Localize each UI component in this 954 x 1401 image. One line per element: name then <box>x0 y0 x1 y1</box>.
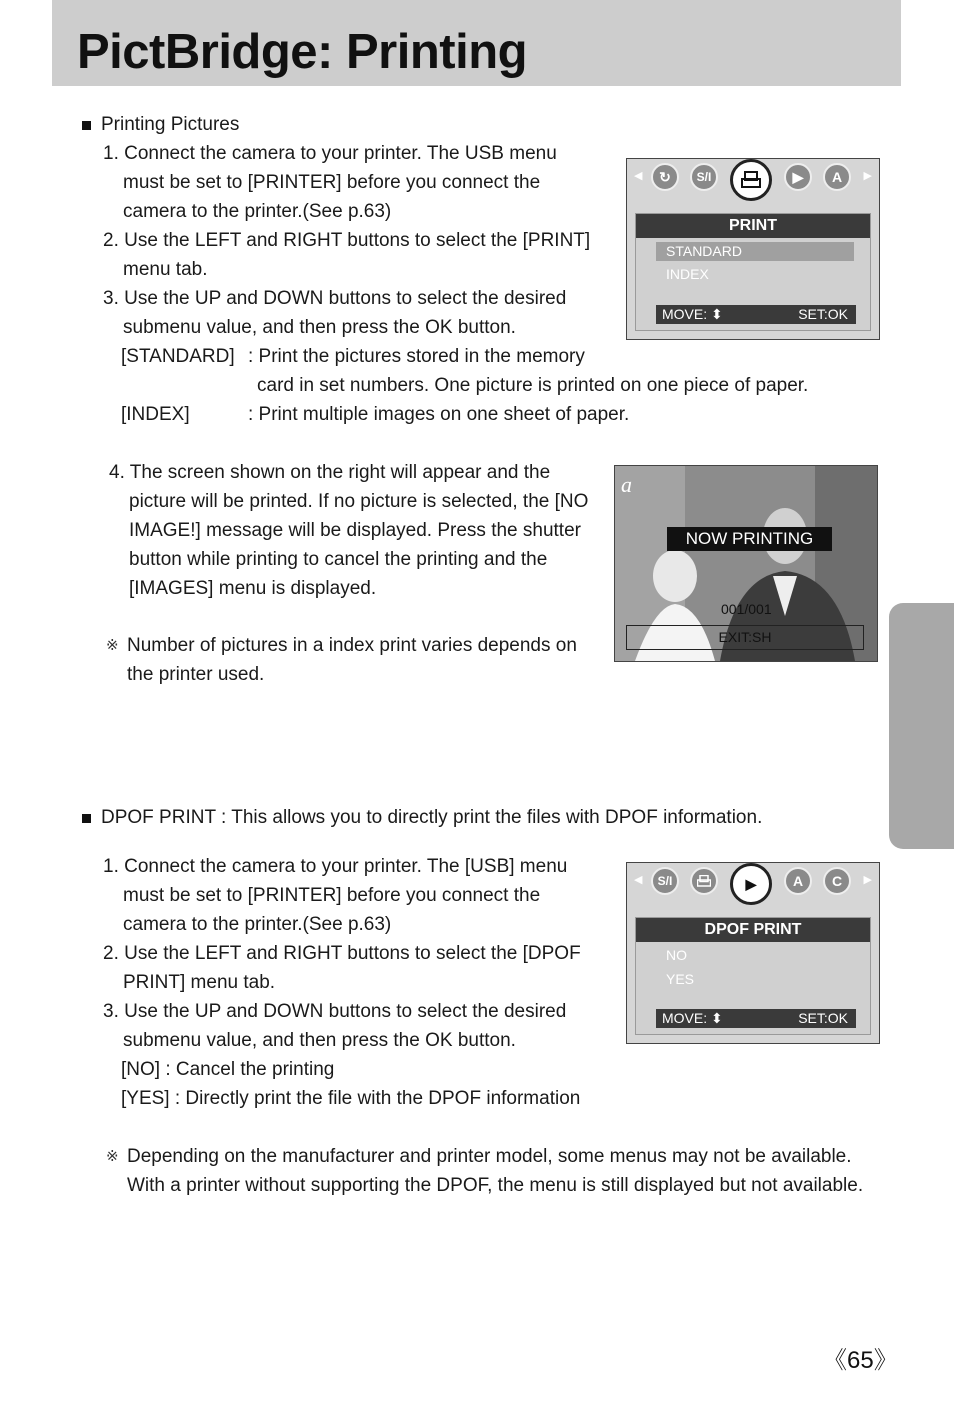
side-tab <box>889 603 954 849</box>
note-line: Depending on the manufacturer and printer model, some menus may not be available. <box>127 1146 852 1167</box>
section2-line: PRINT] menu tab. <box>123 972 276 993</box>
step4-line: button while printing to cancel the printing and the <box>129 549 548 570</box>
section1-line: 2. Use the LEFT and RIGHT buttons to select the [PRINT] <box>103 230 591 251</box>
dpof-tab-icon: ▶ <box>730 863 772 905</box>
note-mark: ※ <box>106 637 119 654</box>
bullet-square <box>82 814 91 823</box>
set-hint: SET:OK <box>798 306 848 322</box>
print-menu-screen <box>626 158 880 340</box>
page-number: 《65》 <box>823 1347 898 1374</box>
no-option-desc: [NO] : Cancel the printing <box>121 1059 335 1080</box>
rotate-icon: ↻ <box>651 163 679 191</box>
menu-option-no[interactable]: NO <box>666 947 687 963</box>
playback-mode-icon: a <box>621 472 632 497</box>
index-desc: : Print multiple images on one sheet of paper. <box>248 404 630 425</box>
print-menu <box>635 213 871 331</box>
step4-line: 4. The screen shown on the right will appear and the <box>109 462 551 483</box>
menu-option-yes[interactable]: YES <box>666 971 695 987</box>
menu-title: DPOF PRINT <box>636 918 870 942</box>
section2-line: submenu value, and then press the OK button. <box>123 1030 516 1051</box>
menu-option-index[interactable]: INDEX <box>666 266 709 282</box>
section2-line: 1. Connect the camera to your printer. The [USB] menu <box>103 856 568 877</box>
section1-line: 3. Use the UP and DOWN buttons to select the desired <box>103 288 567 309</box>
custom-icon: C <box>823 867 851 895</box>
standard-label: [STANDARD] <box>121 346 235 367</box>
step4-line: [IMAGES] menu is displayed. <box>129 578 377 599</box>
note-line: With a printer without supporting the DPOF, the menu is still displayed but not available. <box>127 1175 864 1196</box>
dpof-menu <box>635 917 871 1035</box>
section2-line: must be set to [PRINTER] before you connect the <box>123 885 541 906</box>
note-line: the printer used. <box>127 664 265 685</box>
menu-option-standard[interactable]: STANDARD <box>666 243 742 259</box>
section2-heading: DPOF PRINT : This allows you to directly print the files with DPOF information. <box>101 807 763 828</box>
section2-line: 3. Use the UP and DOWN buttons to select the desired <box>103 1001 567 1022</box>
printer-icon <box>690 867 718 895</box>
print-counter: 001/001 <box>721 601 772 617</box>
menu-title: PRINT <box>636 214 870 238</box>
menu-footer <box>656 1009 856 1028</box>
step4-line: IMAGE!] message will be displayed. Press the shutter <box>129 520 581 541</box>
section1-heading: Printing Pictures <box>101 114 240 135</box>
step4-line: picture will be printed. If no picture is selected, the [NO <box>129 491 589 512</box>
section2-line: camera to the printer.(See p.63) <box>123 914 392 935</box>
auto-icon: A <box>823 163 851 191</box>
printing-screen <box>614 465 878 662</box>
note-mark: ※ <box>106 1148 119 1165</box>
section1-line: 1. Connect the camera to your printer. The USB menu <box>103 143 557 164</box>
page-title: PictBridge: Printing <box>77 25 528 79</box>
section1-line: menu tab. <box>123 259 208 280</box>
exit-hint: EXIT:SH <box>626 625 864 650</box>
print-tab-icon <box>730 159 772 201</box>
printer-icon <box>741 171 761 189</box>
yes-option-desc: [YES] : Directly print the file with the DPOF information <box>121 1088 581 1109</box>
dpof-menu-screen <box>626 862 880 1044</box>
section2-line: 2. Use the LEFT and RIGHT buttons to select the [DPOF <box>103 943 581 964</box>
right-arrow-icon: ▶ <box>863 170 872 182</box>
slideshow-icon: S/I <box>690 163 718 191</box>
play-icon: ▶ <box>784 163 812 191</box>
left-arrow-icon: ◀ <box>634 170 643 182</box>
bullet-square <box>82 121 91 130</box>
section1-line: must be set to [PRINTER] before you connect the <box>123 172 541 193</box>
move-hint: MOVE: ⬍ <box>662 1010 723 1026</box>
section1-line: camera to the printer.(See p.63) <box>123 201 392 222</box>
menu-footer <box>656 305 856 324</box>
standard-desc: : Print the pictures stored in the memory <box>248 346 585 367</box>
right-arrow-icon: ▶ <box>863 874 872 886</box>
left-arrow-icon: ◀ <box>634 874 643 886</box>
auto-icon: A <box>784 867 812 895</box>
standard-desc: card in set numbers. One picture is printed on one piece of paper. <box>257 375 809 396</box>
set-hint: SET:OK <box>798 1010 848 1026</box>
now-printing-label: NOW PRINTING <box>667 527 832 551</box>
move-hint: MOVE: ⬍ <box>662 306 723 322</box>
slideshow-icon: S/I <box>651 867 679 895</box>
note-line: Number of pictures in a index print varies depends on <box>127 635 577 656</box>
index-label: [INDEX] <box>121 404 190 425</box>
section1-line: submenu value, and then press the OK button. <box>123 317 516 338</box>
